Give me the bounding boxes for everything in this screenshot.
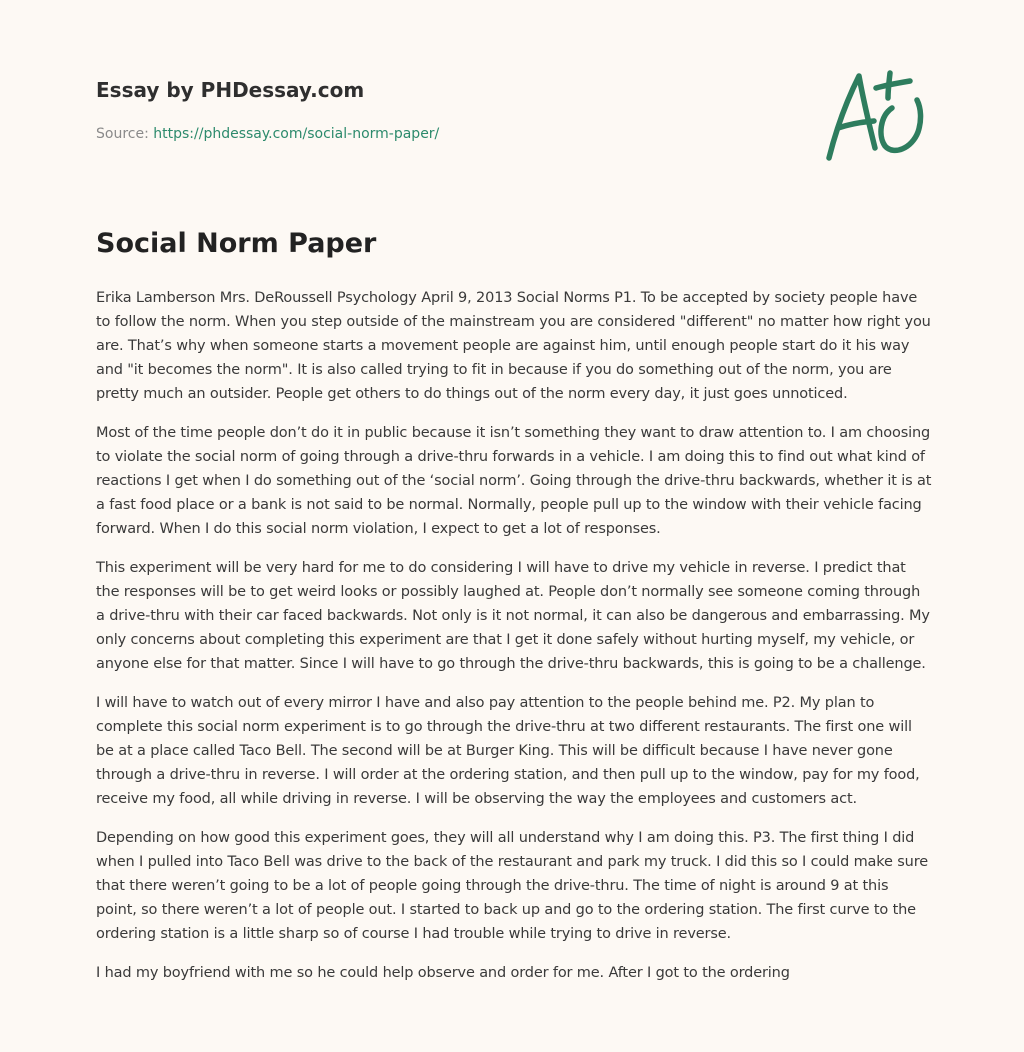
essay-paragraph: I had my boyfriend with me so he could help observe and order for me. After I got to the ordering xyxy=(96,965,790,981)
source-line xyxy=(96,124,439,144)
page-header xyxy=(96,74,439,144)
source-label: Source: xyxy=(96,126,154,142)
plus-horizontal-stroke xyxy=(876,81,910,88)
essay-body xyxy=(96,286,932,1000)
a-letter-stroke xyxy=(829,76,875,158)
essay-paragraph: Depending on how good this experiment goes, they will all understand why I am doing this. P3. The first thing I did when I pulled into Taco Bell was drive to the back of the restaurant and park my truck. I did this so I could make sure that there weren’t going to be a lot of people going through the drive-thru. The time of night is around 9 at this point, so there weren’t a lot of people out. I started to back up and go to the ordering station. The first curve to the ordering station is a little sharp so of course I had trouble while trying to drive in reverse. xyxy=(96,830,928,942)
essay-title: Social Norm Paper xyxy=(96,228,377,259)
essay-paragraph: Most of the time people don’t do it in public because it isn’t something they want to draw attention to. I am choosing to violate the social norm of going through a drive-thru forwards in a vehicle. I am doing this to find out what kind of reactions I get when I do something out of the ‘social norm’. Going through the drive-thru backwards, whether it is at a fast food place or a bank is not said to be normal. Normally, people pull up to the window with their vehicle facing forward. When I do this social norm violation, I expect to get a lot of responses. xyxy=(96,425,932,537)
essay-paragraph: Erika Lamberson Mrs. DeRoussell Psychology April 9, 2013 Social Norms P1. To be accepted by society people have to follow the norm. When you step outside of the mainstream you are considered "different" no matter how right you are. That’s why when someone starts a movement people are against him, until enough people start do it his way and "it becomes the norm". It is also called trying to fit in because if you do something out of the norm, you are pretty much an outsider. People get others to do things out of the norm every day, it just goes unnoticed. xyxy=(96,290,931,402)
plus-loop-stroke xyxy=(881,100,921,150)
a-plus-grade-icon xyxy=(822,68,928,164)
essay-paragraph: I will have to watch out of every mirror I have and also pay attention to the people behind me. P2. My plan to complete this social norm experiment is to go through the drive-thru at two different restaurants. The first one will be at a place called Taco Bell. The second will be at Burger King. This will be difficult because I have never gone through a drive-thru in reverse. I will order at the ordering station, and then pull up to the window, pay for my food, receive my food, all while driving in reverse. I will be observing the way the employees and customers act. xyxy=(96,695,920,807)
essay-paragraph: This experiment will be very hard for me to do considering I will have to drive my vehicle in reverse. I predict that the responses will be to get weird looks or possibly laughed at. People don’t normally see someone coming through a drive-thru with their car faced backwards. Not only is it not normal, it can also be dangerous and embarrassing. My only concerns about completing this experiment are that I get it done safely without hurting myself, my vehicle, or anyone else for that matter. Since I will have to go through the drive-thru backwards, this is going to be a challenge. xyxy=(96,560,930,672)
source-link[interactable]: https://phdessay.com/social-norm-paper/ xyxy=(153,126,440,142)
site-brand: Essay by PHDessay.com xyxy=(96,78,365,102)
